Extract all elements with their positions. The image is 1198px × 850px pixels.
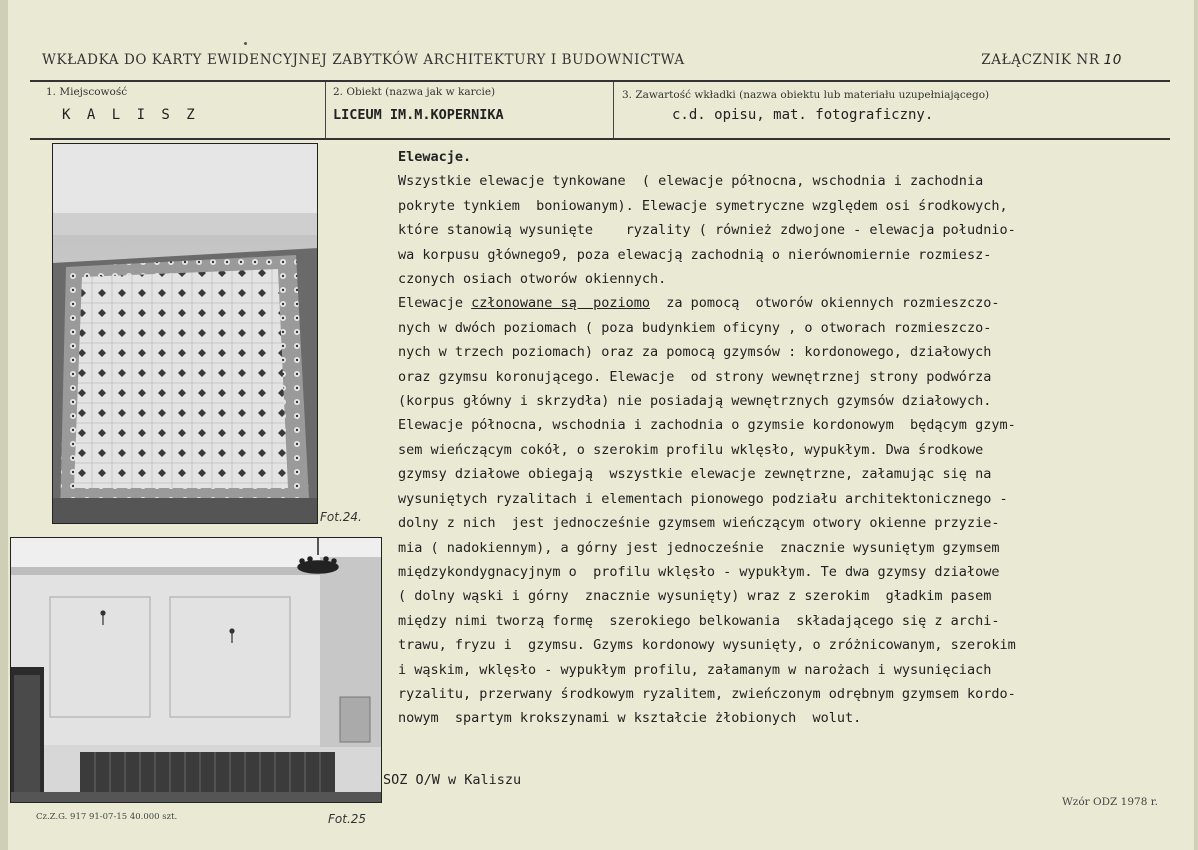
text-line: między nimi tworzą formę szerokiego belkowania składającego się z archi- xyxy=(398,612,1000,629)
template-label: Wzór ODZ 1978 r. xyxy=(1062,796,1158,808)
text-line: które stanowią wysunięte ryzality ( również zdwojone - elewacja południo- xyxy=(398,222,1016,239)
text-line: nych w dwóch poziomach ( poza budynkiem oficyny , o otworach rozmieszczo- xyxy=(398,319,992,336)
stray-dot xyxy=(244,42,247,45)
header-rule-bottom xyxy=(30,138,1170,140)
photo-interior-hall xyxy=(10,537,382,803)
annex-label: ZAŁĄCZNIK NR xyxy=(981,52,1100,68)
header-rule-top xyxy=(30,80,1170,82)
organization-stamp: SOZ O/W w Kaliszu xyxy=(383,772,522,788)
card-edge-right xyxy=(1194,0,1198,850)
text-line: sem wieńczącym cokół, o szerokim profilu wklęsło, wypukłym. Dwa środkowe xyxy=(398,441,984,458)
para2-suffix: za pomocą otworów okiennych rozmieszczo- xyxy=(649,295,1000,312)
field-divider-1 xyxy=(325,82,326,138)
object-label: 2. Obiekt (nazwa jak w karcie) xyxy=(333,86,496,98)
object-value: LICEUM IM.M.KOPERNIKA xyxy=(333,107,504,123)
text-line: ryzalitu, przerwany środkowym ryzalitem, zwieńczonym odrębnym gzymsem kordo- xyxy=(398,685,1016,702)
para2-prefix: Elewacje xyxy=(398,295,472,312)
text-line: gzymsy działowe obiegają wszystkie elewacje zewnętrzne, załamując się na xyxy=(398,466,992,483)
text-line: (korpus główny i skrzydła) nie posiadają wewnętrznych gzymsów działowych. xyxy=(398,393,992,410)
photo2-caption: Fot.25 xyxy=(328,812,367,826)
contents-label: 3. Zawartość wkładki (nazwa obiektu lub materiału uzupełniającego) xyxy=(622,89,990,101)
para2-underlined: członowane są poziomo xyxy=(471,295,650,312)
locality-label: 1. Miejscowość xyxy=(46,86,128,98)
text-line: międzykondygnacyjnym o profilu wklęsło - wypukłym. Te dwa gzymsy działowe xyxy=(398,563,1000,580)
card-edge-left xyxy=(0,0,8,850)
text-line-underlined xyxy=(398,291,1168,315)
text-line: i wąskim, wklęsło - wypukłym profilu, załamanym w narożach i wysunięciach xyxy=(398,661,992,678)
locality-value: K A L I S Z xyxy=(62,107,199,123)
text-line: czonych osiach otworów okiennych. xyxy=(398,271,667,288)
section-heading: Elewacje. xyxy=(398,149,472,165)
annex-number: 10 xyxy=(1103,52,1122,68)
text-line: wysuniętych ryzalitach i elementach pionowego podziału architektonicznego - xyxy=(398,490,1008,507)
text-line: wa korpusu głównego9, poza elewacją zachodnią o nierównomiernie rozmiesz- xyxy=(398,246,992,263)
text-line: Elewacje północna, wschodnia i zachodnia o gzymsie kordonowym będącym gzym- xyxy=(398,417,1016,434)
text-line: pokryte tynkiem boniowanym). Elewacje symetryczne względem osi środkowych, xyxy=(398,197,1008,214)
photo-tiled-floor xyxy=(52,143,318,524)
text-line: dolny z nich jest jednocześnie gzymsem wieńczącym otwory okienne przyzie- xyxy=(398,515,1000,532)
contents-value: c.d. opisu, mat. fotograficzny. xyxy=(672,107,934,123)
text-line: trawu, fryzu i gzymsu. Gzyms kordonowy wysunięty, o zróżnicowanym, szerokim xyxy=(398,637,1016,654)
document-title: WKŁADKA DO KARTY EWIDENCYJNEJ ZABYTKÓW ARCHITEKTURY I BUDOWNICTWA xyxy=(42,52,685,68)
photo1-caption: Fot.24. xyxy=(320,510,362,524)
text-line: mia ( nadokiennym), a górny jest jednocześnie znacznie wysuniętym gzymsem xyxy=(398,539,1000,556)
annex-label-group xyxy=(981,52,1122,68)
text-line: ( dolny wąski i górny znacznie wysunięty) wraz z szerokim gładkim pasem xyxy=(398,588,992,605)
text-line: nych w trzech poziomach) oraz za pomocą gzymsów : kordonowego, działowych xyxy=(398,344,992,361)
text-line: Wszystkie elewacje tynkowane ( elewacje północna, wschodnia i zachodnia xyxy=(398,173,984,190)
text-line: oraz gzymsu koronującego. Elewacje od strony wewnętrznej strony podwórza xyxy=(398,368,992,385)
field-divider-2 xyxy=(613,82,614,138)
text-line: nowym spartym krokszynami w kształcie żłobionych wolut. xyxy=(398,710,862,727)
description-text xyxy=(398,145,1168,731)
print-info: Cz.Z.G. 917 91-07-15 40.000 szt. xyxy=(36,812,178,822)
